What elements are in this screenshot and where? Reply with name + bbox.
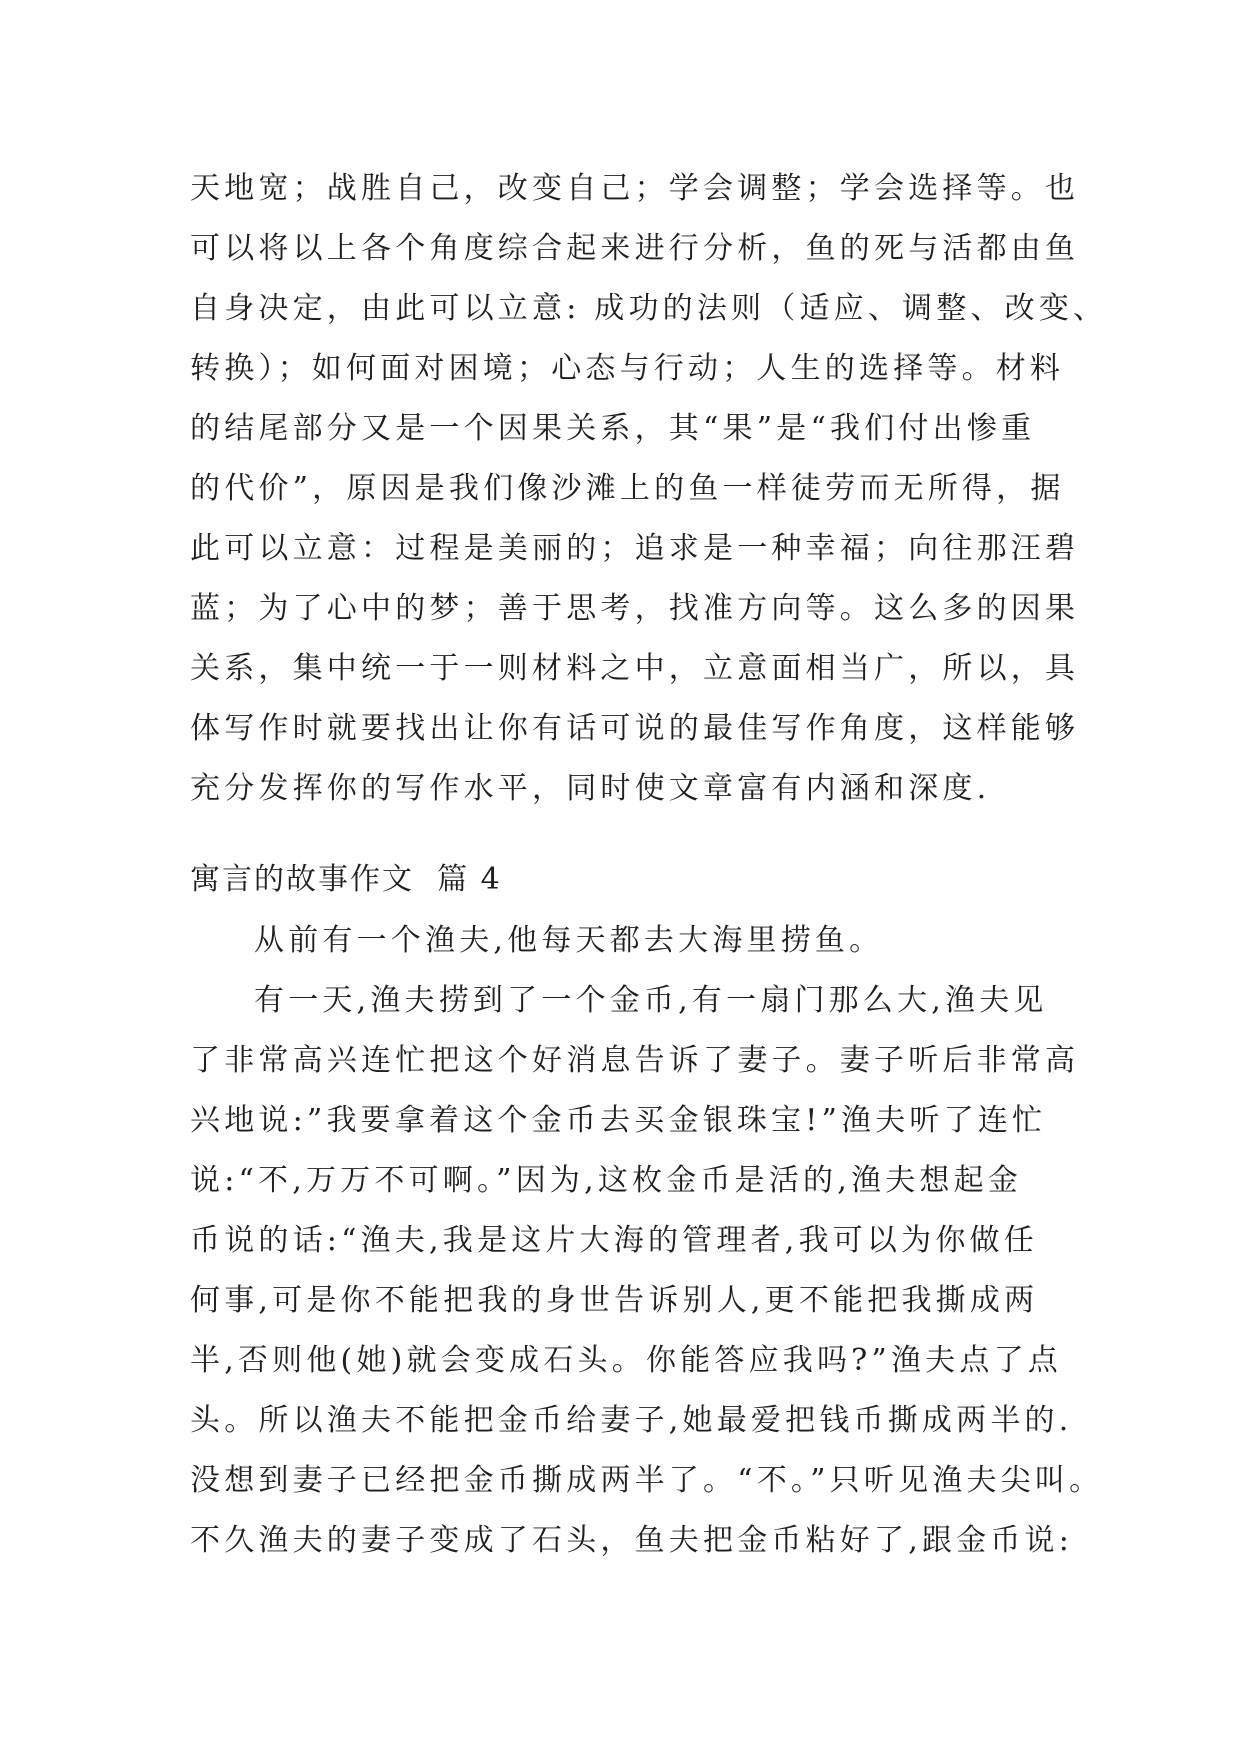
- text-line: 的结尾部分又是一个因果关系，其“果”是“我们付出惨重: [190, 411, 1036, 446]
- text-line: 自身决定，由此可以立意: 成功的法则（适应、调整、改变、: [190, 291, 1108, 326]
- text-line: 蓝；为了心中的梦；善于思考，找准方向等。这么多的因果: [190, 591, 1080, 626]
- section-heading: 寓言的故事作文 篇 4: [190, 862, 502, 897]
- story-line: 何事,可是你不能把我的身世告诉别人,更不能把我撕成两: [190, 1283, 1039, 1318]
- intro-paragraph: [190, 159, 1108, 819]
- story-line: 头。所以渔夫不能把金币给妻子,她最爱把钱币撕成两半的.: [190, 1403, 1073, 1438]
- story-line: 没想到妻子已经把金币撕成两半了。“不。”只听见渔夫尖叫。: [190, 1463, 1104, 1498]
- story-line: 从前有一个渔夫,他每天都去大海里捞鱼。: [254, 923, 884, 958]
- story-paragraphs: [190, 911, 1104, 1571]
- story-line: 了非常高兴连忙把这个好消息告诉了妻子。妻子听后非常高: [190, 1043, 1080, 1078]
- story-line: 说:“不,万万不可啊。”因为,这枚金币是活的,渔夫想起金: [190, 1163, 1022, 1198]
- text-line: 充分发挥你的写作水平，同时使文章富有内涵和深度.: [190, 771, 991, 806]
- text-line: 关系，集中统一于一则材料之中，立意面相当广，所以，具: [190, 651, 1080, 686]
- text-line: 可以将以上各个角度综合起来进行分析，鱼的死与活都由鱼: [190, 231, 1080, 266]
- text-line: 转换）；如何面对困境；心态与行动；人生的选择等。材料: [190, 351, 1065, 386]
- story-line: 不久渔夫的妻子变成了石头，鱼夫把金币粘好了,跟金币说:: [190, 1523, 1074, 1558]
- story-line: 有一天,渔夫捞到了一个金币,有一扇门那么大,渔夫见: [254, 983, 1048, 1018]
- text-line: 天地宽；战胜自己，改变自己；学会调整；学会选择等。也: [190, 171, 1080, 206]
- text-line: 的代价”，原因是我们像沙滩上的鱼一样徒劳而无所得，据: [190, 471, 1065, 506]
- story-line: 兴地说:”我要拿着这个金币去买金银珠宝!”渔夫听了连忙: [190, 1103, 1047, 1138]
- story-line: 币说的话:“渔夫,我是这片大海的管理者,我可以为你做任: [190, 1223, 1038, 1258]
- text-line: 此可以立意：过程是美丽的；追求是一种幸福；向往那汪碧: [190, 531, 1080, 566]
- story-line: 半,否则他(她)就会变成石头。你能答应我吗?”渔夫点了点: [190, 1343, 1062, 1378]
- text-line: 体写作时就要找出让你有话可说的最佳写作角度，这样能够: [190, 711, 1080, 746]
